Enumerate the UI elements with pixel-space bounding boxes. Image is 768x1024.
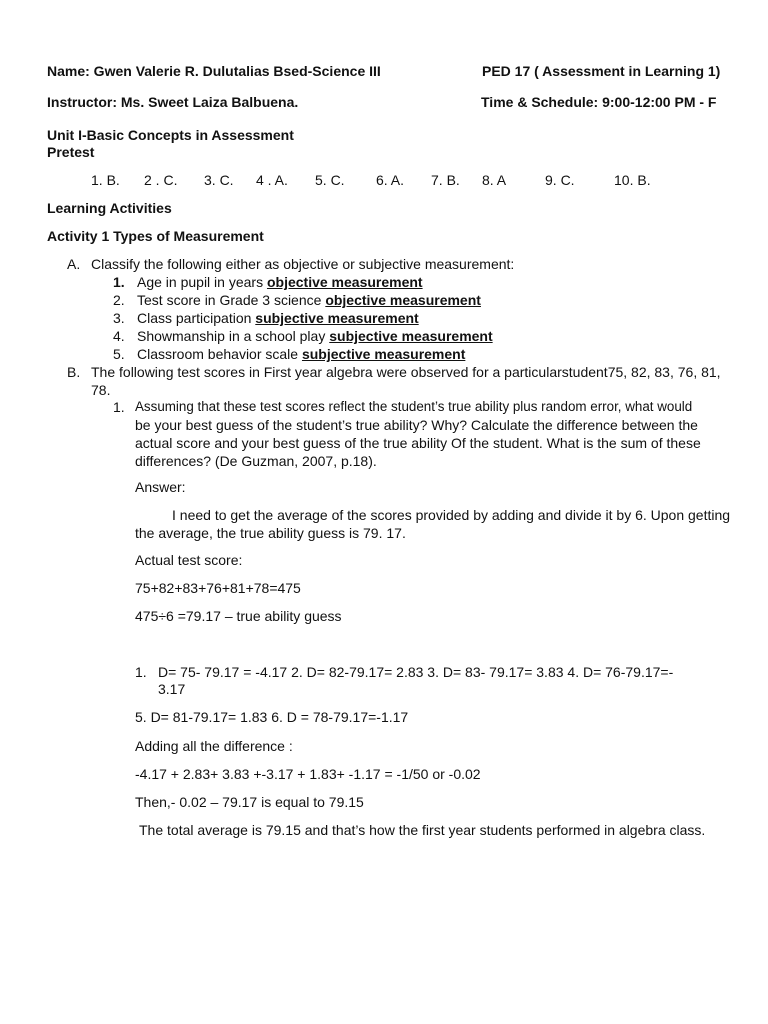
item-answer: objective measurement [325, 292, 481, 308]
list-number: 5. [113, 346, 125, 362]
difference-line: 3.17 [158, 681, 186, 697]
difference-line: 5. D= 81-79.17= 1.83 6. D = 78-79.17=-1.17 [135, 709, 409, 725]
unit-title: Unit I-Basic Concepts in Assessment [47, 127, 294, 143]
pretest-answer: 1. B. [91, 172, 120, 188]
pretest-answer: 2 . C. [144, 172, 178, 188]
item-answer: subjective measurement [255, 310, 419, 326]
course-title: PED 17 ( Assessment in Learning 1) [482, 63, 721, 79]
item-text: Classroom behavior scale [137, 346, 302, 362]
question-line: differences? (De Guzman, 2007, p.18). [135, 453, 377, 469]
item-text: Showmanship in a school play [137, 328, 330, 344]
list-number: 1. [113, 274, 125, 290]
pretest-answer: 4 . A. [256, 172, 288, 188]
list-item [137, 309, 419, 327]
adding-label: Adding all the difference : [135, 738, 293, 754]
difference-number: 1. [135, 664, 147, 680]
answer-paragraph: the average, the true ability guess is 79. 17. [135, 525, 406, 541]
activity1-title: Activity 1 Types of Measurement [47, 228, 264, 244]
instructor-name: Instructor: Ms. Sweet Laiza Balbuena. [47, 94, 299, 110]
difference-line: D= 75- 79.17 = -4.17 2. D= 82-79.17= 2.83 3. D= 83- 79.17= 3.83 4. D= 76-79.17=- [158, 664, 674, 680]
list-item [137, 345, 465, 363]
item-answer: subjective measurement [329, 328, 493, 344]
pretest-heading: Pretest [47, 144, 95, 160]
part-b-marker: B. [67, 364, 81, 380]
part-a-instruction: Classify the following either as objective or subjective measurement: [91, 256, 515, 272]
item-text: Test score in Grade 3 science [137, 292, 326, 308]
pretest-answer: 10. B. [614, 172, 651, 188]
item-answer: objective measurement [266, 274, 423, 290]
schedule: Time & Schedule: 9:00-12:00 PM - F [481, 94, 717, 110]
actual-score-label: Actual test score: [135, 552, 243, 568]
pretest-answer: 6. A. [376, 172, 405, 188]
pretest-answer: 9. C. [545, 172, 575, 188]
item-text: Class participation [137, 310, 256, 326]
question-line: be your best guess of the student’s true ability? Why? Calculate the difference between the [135, 417, 698, 433]
list-item [137, 273, 423, 291]
part-b-line: The following test scores in First year algebra were observed for a particularstudent75, 82, 83, 76, 81, [91, 364, 721, 380]
pretest-answer: 5. C. [315, 172, 345, 188]
list-number: 4. [113, 328, 125, 344]
sum-equation: 75+82+83+76+81+78=475 [135, 580, 301, 596]
student-name: Name: Gwen Valerie R. Dulutalias Bsed-Science III [47, 63, 381, 79]
pretest-answer: 7. B. [431, 172, 460, 188]
question-line: Assuming that these test scores reflect the student’s true ability plus random error, what would [135, 399, 693, 414]
list-number: 3. [113, 310, 125, 326]
part-a-marker: A. [67, 256, 81, 272]
conclusion: The total average is 79.15 and that’s how the first year students performed in algebra class. [139, 822, 706, 838]
adding-equation: -4.17 + 2.83+ 3.83 +-3.17 + 1.83+ -1.17 = -1/50 or -0.02 [135, 766, 481, 782]
answer-label: Answer: [135, 479, 186, 495]
part-b-line: 78. [91, 382, 111, 398]
learning-activities-heading: Learning Activities [47, 200, 172, 216]
then-equation: Then,- 0.02 – 79.17 is equal to 79.15 [135, 794, 364, 810]
division-equation: 475÷6 =79.17 – true ability guess [135, 608, 342, 624]
item-answer: subjective measurement [301, 346, 466, 362]
question-number: 1. [113, 399, 125, 415]
list-number: 2. [113, 292, 125, 308]
pretest-answer: 8. A [482, 172, 507, 188]
pretest-answer: 3. C. [204, 172, 234, 188]
list-item [137, 327, 493, 345]
list-item [137, 291, 481, 309]
question-line: actual score and your best guess of the true ability Of the student. What is the sum of these [135, 435, 701, 451]
item-text: Age in pupil in years [137, 274, 267, 290]
answer-paragraph: I need to get the average of the scores provided by adding and divide it by 6. Upon getting [172, 507, 731, 523]
